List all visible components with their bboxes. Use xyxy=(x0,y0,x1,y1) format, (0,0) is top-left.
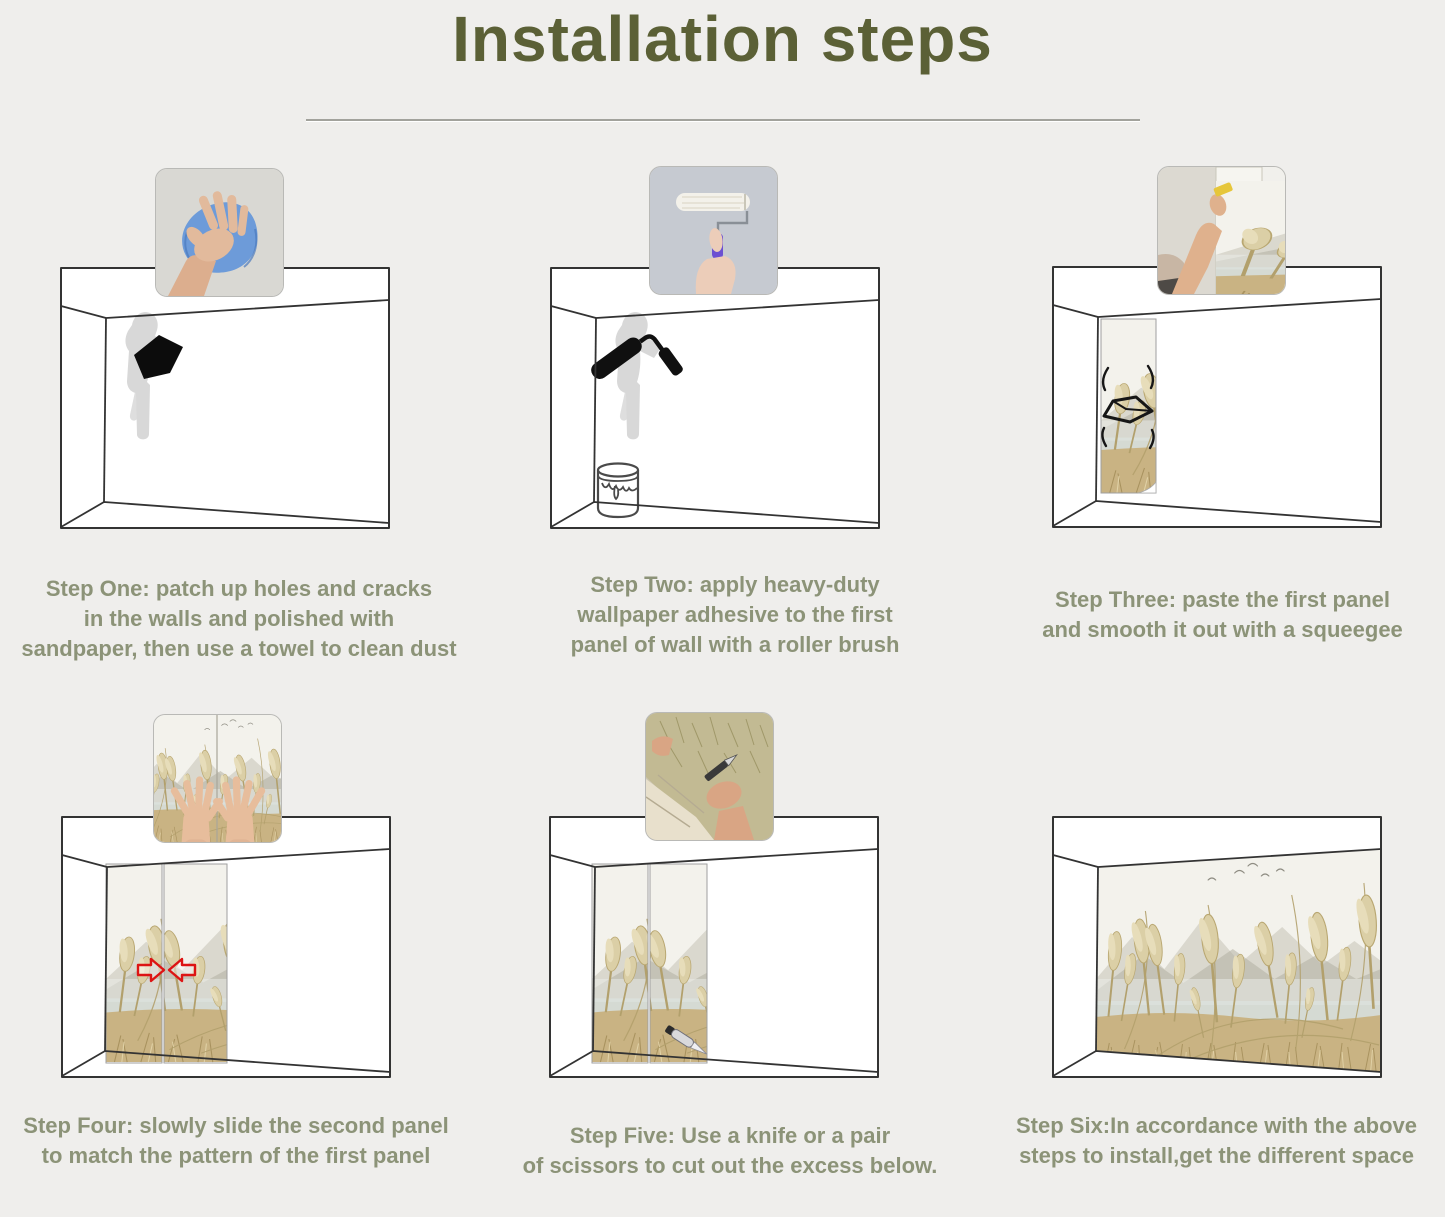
caption-line: sandpaper, then use a towel to clean dust xyxy=(21,636,457,661)
caption-line: steps to install,get the different space xyxy=(1019,1143,1414,1168)
step5-illustration xyxy=(549,816,879,1078)
caption-line: in the walls and polished with xyxy=(83,606,395,631)
step4-caption xyxy=(0,1111,472,1171)
step3-illustration xyxy=(1052,266,1382,528)
caption-line: Step Five: Use a knife or a pair xyxy=(569,1123,891,1148)
caption-line: Step Three: paste the first panel xyxy=(1055,587,1390,612)
finished-wall-mural xyxy=(1096,849,1382,1073)
step2-thumbnail-photo xyxy=(649,166,778,295)
caption-line: Step Four: slowly slide the second panel xyxy=(23,1113,449,1138)
step3-thumbnail-photo xyxy=(1157,166,1286,295)
caption-line: panel of wall with a roller brush xyxy=(570,632,900,657)
step2-caption xyxy=(515,570,955,660)
step1-thumbnail-photo xyxy=(155,168,284,297)
wallpaper-panel-print xyxy=(1216,181,1285,294)
step4-illustration xyxy=(61,816,391,1078)
step5-caption xyxy=(490,1121,970,1181)
step1-caption xyxy=(0,574,478,664)
title-divider xyxy=(306,119,1140,122)
step4-thumbnail-photo xyxy=(153,714,282,843)
step6-illustration xyxy=(1052,816,1382,1078)
caption-line: Step Six:In accordance with the above xyxy=(1016,1113,1417,1138)
caption-line: to match the pattern of the first panel xyxy=(41,1143,431,1168)
step2-illustration xyxy=(550,267,880,529)
page-title: Installation steps xyxy=(452,3,993,75)
adhesive-bucket-icon xyxy=(598,464,638,518)
step1-illustration xyxy=(60,267,390,529)
caption-line: and smooth it out with a squeegee xyxy=(1042,617,1403,642)
step6-caption xyxy=(988,1111,1445,1171)
step5-thumbnail-photo xyxy=(645,712,774,841)
caption-line: wallpaper adhesive to the first xyxy=(577,602,893,627)
caption-line: Step One: patch up holes and cracks xyxy=(45,576,433,601)
caption-line: of scissors to cut out the excess below. xyxy=(522,1153,938,1178)
caption-line: Step Two: apply heavy-duty xyxy=(590,572,880,597)
step3-caption xyxy=(1000,585,1445,645)
